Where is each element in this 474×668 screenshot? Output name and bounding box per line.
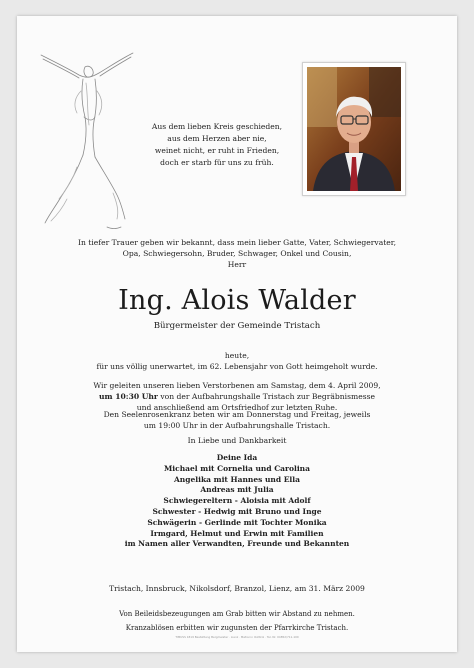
intro-text bbox=[37, 237, 437, 270]
portrait-photo-icon bbox=[307, 67, 401, 191]
poem-line: doch er starb für uns zu früh. bbox=[160, 158, 274, 167]
funeral-time: um 10:30 Uhr bbox=[99, 392, 158, 401]
funeral-line: Wir geleiten unseren lieben Verstorbenen am Samstag, dem 4. April 2009, bbox=[93, 381, 381, 390]
love-line bbox=[37, 435, 437, 446]
intro-line: Herr bbox=[227, 260, 247, 269]
funeral-line bbox=[37, 391, 437, 402]
family-member: Angelika mit Hannes und Ella bbox=[173, 474, 300, 484]
place-date bbox=[37, 583, 437, 594]
family-member: im Namen aller Verwandten, Freunde und Bekannten bbox=[124, 539, 350, 549]
deceased-name: Ing. Alois Walder bbox=[118, 285, 356, 316]
rosary-line: Den Seelenrosenkranz beten wir am Donnerstag und Freitag, jeweils bbox=[103, 410, 371, 419]
footer-imprint: TIMUSS 1819 Bestattung Bergmeister · Lienz · Matrei in Osttirol · Tel. Nr. 04852/711-100 bbox=[175, 635, 299, 639]
portrait-photo bbox=[302, 62, 406, 196]
notes bbox=[37, 608, 437, 635]
family-member: Andreas mit Julia bbox=[200, 485, 274, 495]
death-notice-line: für uns völlig unerwartet, im 62. Lebensjahr von Gott heimgeholt wurde. bbox=[96, 362, 378, 371]
intro-line: Opa, Schwiegersohn, Bruder, Schwager, Onkel und Cousin, bbox=[122, 249, 352, 258]
love-line-text: In Liebe und Dankbarkeit bbox=[187, 436, 287, 445]
intro-line: In tiefer Trauer geben wir bekannt, dass mein lieber Gatte, Vater, Schwiegervater, bbox=[77, 238, 396, 247]
note-line: Kranzablösen erbitten wir zugunsten der Pfarrkirche Tristach. bbox=[125, 623, 349, 632]
crucifix-sketch-icon bbox=[37, 47, 137, 232]
family-member: Schwiegereltern - Aloisia mit Adolf bbox=[163, 496, 311, 506]
poem bbox=[137, 121, 297, 169]
death-notice bbox=[37, 350, 437, 372]
poem-line: weinet nicht, er ruht in Frieden, bbox=[154, 146, 280, 155]
family-member: Schwägerin - Gerlinde mit Tochter Monika bbox=[147, 517, 327, 527]
deceased-block bbox=[37, 284, 437, 333]
poem-line: aus dem Herzen aber nie, bbox=[167, 134, 267, 143]
family-list bbox=[37, 453, 437, 550]
note-line: Von Beileidsbezeugungen am Grab bitten wir Abstand zu nehmen. bbox=[119, 610, 355, 618]
deceased-title: Bürgermeister der Gemeinde Tristach bbox=[153, 321, 321, 331]
death-notice-line: heute, bbox=[224, 351, 250, 360]
funeral-line-rest: von der Aufbahrungshalle Tristach zur Begräbnismesse bbox=[157, 392, 375, 401]
family-member: Michael mit Cornelia und Carolina bbox=[164, 463, 310, 473]
rosary-info bbox=[37, 409, 437, 431]
funeral-line: und anschließend am Ortsfriedhof zur letzten Ruhe. bbox=[136, 403, 338, 412]
place-date-text: Tristach, Innsbruck, Nikolsdorf, Branzol, Lienz, am 31. März 2009 bbox=[109, 584, 365, 593]
obituary-card bbox=[17, 16, 457, 652]
family-member: Schwester - Hedwig mit Bruno und Inge bbox=[152, 506, 322, 516]
rosary-line: um 19:00 Uhr in der Aufbahrungshalle Tristach. bbox=[143, 421, 331, 430]
family-member: Deine Ida bbox=[216, 453, 258, 462]
poem-line: Aus dem lieben Kreis geschieden, bbox=[151, 122, 283, 131]
family-member: Irmgard, Helmut und Erwin mit Familien bbox=[150, 528, 324, 538]
